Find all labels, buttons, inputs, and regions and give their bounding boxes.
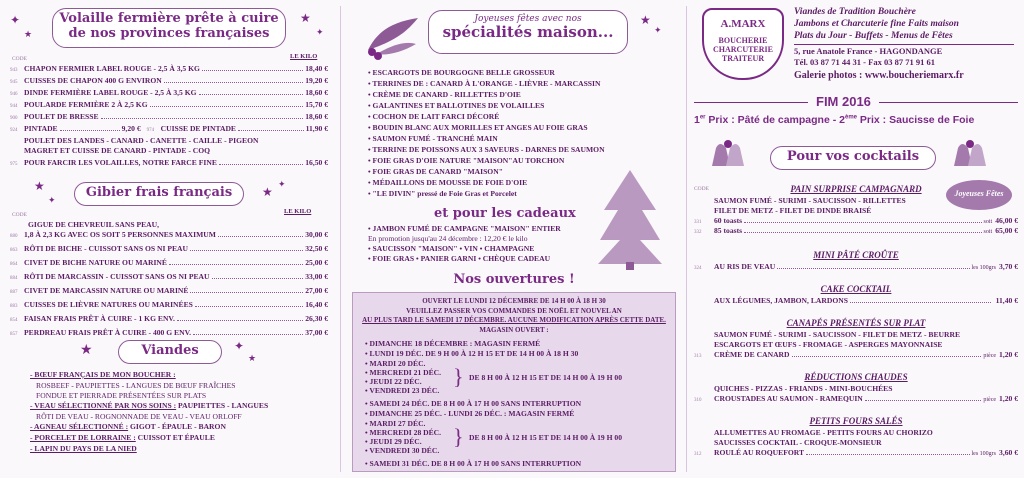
viande-category: - BŒUF FRANÇAIS DE MON BOUCHER : bbox=[30, 370, 176, 379]
item-name: AUX LÉGUMES, JAMBON, LARDONS bbox=[714, 296, 848, 305]
ouverture-intro-line: OUVERT LE LUNDI 12 DÉCEMBRE DE 14 H 00 À 18 H 30 bbox=[422, 297, 606, 305]
price-row bbox=[694, 448, 1018, 457]
item-price: 32,50 € bbox=[305, 244, 328, 253]
item-code: 944 bbox=[10, 104, 18, 109]
item-name: 60 toasts bbox=[714, 216, 743, 225]
leader-dots bbox=[169, 259, 303, 265]
poulet-landes-line2: MAGRET ET CUISSE DE CANARD - PINTADE - COQ bbox=[24, 146, 211, 155]
ouvertures-title: Nos ouvertures ! bbox=[453, 272, 575, 287]
item-code: 863 bbox=[10, 248, 18, 253]
item-name: AU RIS DE VEAU bbox=[714, 262, 776, 271]
leader-dots bbox=[865, 395, 982, 401]
price-row bbox=[694, 350, 1018, 359]
leader-dots bbox=[219, 159, 303, 165]
ouvertures-group1 bbox=[365, 359, 441, 395]
item-price: 15,70 € bbox=[305, 100, 328, 109]
list-item bbox=[10, 76, 328, 85]
specialite-item: • FOIE GRAS D'OIE NATURE "MAISON"AU TORCHON bbox=[368, 156, 565, 165]
viandes-title-text: Viandes bbox=[141, 343, 199, 358]
item-name: POUR FARCIR LES VOLAILLES, NOTRE FARCE FINE bbox=[24, 158, 217, 167]
ouverture-day: • MERCREDI 21 DÉC. bbox=[365, 368, 442, 377]
item-code: 864 bbox=[10, 262, 18, 267]
shop-logo bbox=[702, 8, 784, 80]
leader-dots bbox=[744, 227, 981, 233]
specialite-item: • BOUDIN BLANC AUX MORILLES ET ANGES AU FOIE GRAS bbox=[368, 123, 588, 132]
list-item bbox=[10, 64, 328, 73]
item-price: 65,00 € bbox=[995, 226, 1018, 235]
christmas-tree-icon bbox=[596, 166, 664, 270]
item-qty: soit bbox=[983, 219, 993, 225]
leader-dots bbox=[199, 89, 304, 95]
list-item bbox=[10, 112, 328, 121]
item-code: 884 bbox=[10, 276, 18, 281]
item-code: 332 bbox=[694, 230, 702, 235]
brace-icon: } bbox=[453, 364, 464, 389]
viande-category: - AGNEAU SÉLECTIONNÉ : bbox=[30, 422, 129, 431]
item-name: CUISSES DE CHAPON 400 G ENVIRON bbox=[24, 76, 162, 85]
section-title: MINI PÂTÉ CROÛTE bbox=[813, 250, 899, 260]
viande-sub: ROSBEEF - PAUPIETTES - LANGUES DE BŒUF FRAÎCHES bbox=[36, 381, 236, 390]
list-item bbox=[10, 244, 328, 253]
item-name-line2: 1,8 À 2,3 KG AVEC OS SOIT 5 PERSONNES MAXIMUM bbox=[24, 230, 216, 239]
viande-category: - LAPIN DU PAYS DE LA NIED bbox=[30, 444, 137, 453]
ouvertures-box bbox=[352, 292, 676, 472]
item-price: 37,00 € bbox=[305, 328, 328, 337]
item-name: POULARDE FERMIÈRE 2 À 2,5 KG bbox=[24, 100, 148, 109]
section-line: ESCARGOTS ET ŒUFS - FROMAGE - ASPERGES MAYONNAISE bbox=[714, 340, 943, 349]
item-name: FAISAN FRAIS PRÊT À CUIRE - 1 KG ENV. bbox=[24, 314, 175, 323]
specialite-item: • COCHON DE LAIT FARCI DÉCORÉ bbox=[368, 112, 500, 121]
item-price: 46,00 € bbox=[995, 216, 1018, 225]
ouverture-item: • LUNDI 19 DÉC. DE 9 H 00 À 12 H 15 ET DE 14 H 00 À 18 H 30 bbox=[365, 349, 579, 358]
item-name: POULET DE BRESSE bbox=[24, 112, 99, 121]
leader-dots bbox=[150, 101, 304, 107]
item-code: 313 bbox=[694, 354, 702, 359]
leader-dots bbox=[806, 449, 969, 455]
list-item bbox=[10, 88, 328, 97]
star-icon: ✦ bbox=[10, 13, 21, 27]
section-line: SAUMON FUMÉ - SURIMI - SAUCISSON - FILET DE METZ - BEURRE bbox=[714, 330, 961, 339]
item-code: 312 bbox=[694, 452, 702, 457]
volaille-title bbox=[52, 8, 286, 48]
viandes-title bbox=[118, 340, 222, 364]
cocktails-title-text: Pour vos cocktails bbox=[786, 149, 920, 164]
item-price: 30,00 € bbox=[305, 230, 328, 239]
leader-dots bbox=[101, 113, 304, 119]
prize2-sup: ème bbox=[844, 114, 857, 121]
leader-dots bbox=[60, 125, 120, 131]
viande-sub: FONDUE ET PIERRADE PRÉSENTÉES SUR PLATS bbox=[36, 391, 207, 400]
printer-notice bbox=[336, 250, 342, 460]
item-price: 1,20 € bbox=[999, 394, 1018, 403]
viande-category: - VEAU SÉLECTIONNÉ PAR NOS SOINS : bbox=[30, 401, 177, 410]
star-icon: ★ bbox=[34, 179, 45, 193]
item-price: 27,00 € bbox=[305, 286, 328, 295]
leader-dots bbox=[744, 217, 981, 223]
gallery-link[interactable]: Galerie photos : www.boucheriemarx.fr bbox=[794, 70, 964, 81]
section-title: PAIN SURPRISE CAMPAGNARD bbox=[790, 184, 922, 194]
logo-line4: TRAITEUR bbox=[721, 54, 765, 63]
panel-cocktails bbox=[688, 0, 1024, 478]
section-line: SAUCISSES COCKTAIL - CROQUE-MONSIEUR bbox=[714, 438, 882, 447]
prize-text1: Prix : Pâté de campagne - 2 bbox=[705, 114, 845, 126]
item-code: 324 bbox=[694, 266, 702, 271]
bells-icon bbox=[950, 138, 990, 176]
viande-detail: CUISSOT ET ÉPAULE bbox=[135, 433, 215, 442]
specialite-item: • GALANTINES ET BALLOTINES DE VOLAILLES bbox=[368, 101, 545, 110]
panel-divider bbox=[686, 6, 687, 472]
viande-sub: RÔTI DE VEAU - ROGNONNADE DE VEAU - VEAU ORLOFF bbox=[36, 412, 242, 421]
item-name: 85 toasts bbox=[714, 226, 743, 235]
cadeau-item: En promotion jusqu'au 24 décembre : 12,20 € le kilo bbox=[368, 234, 528, 243]
item-qty: soit bbox=[983, 229, 993, 235]
leader-dots bbox=[238, 125, 304, 131]
logo-line2: BOUCHERIE bbox=[718, 36, 768, 45]
item-qty: pièce bbox=[983, 397, 997, 403]
star-icon: ★ bbox=[262, 185, 273, 199]
item-code: 975 bbox=[10, 162, 18, 167]
list-item bbox=[10, 300, 328, 309]
poulet-landes-line1: POULET DES LANDES - CANARD - CANETTE - CAILLE - PIGEON bbox=[24, 136, 259, 145]
item-code: 854 bbox=[10, 318, 18, 323]
logo-line3: CHARCUTERIE bbox=[712, 45, 773, 54]
fim-title: FIM 2016 bbox=[808, 94, 879, 109]
item-name: RÔTI DE BICHE - CUISSOT SANS OS NI PEAU bbox=[24, 244, 189, 253]
section-line: ALLUMETTES AU FROMAGE - PETITS FOURS AU CHORIZO bbox=[714, 428, 933, 437]
item-code: 974 bbox=[146, 128, 155, 133]
ouverture-item: • SAMEDI 24 DÉC. DE 8 H 00 À 17 H 00 SANS INTERRUPTION bbox=[365, 399, 582, 408]
item-price: 9,20 € bbox=[121, 124, 141, 133]
item-name: CIVET DE MARCASSIN NATURE OU MARINÉ bbox=[24, 286, 189, 295]
list-item bbox=[30, 401, 268, 410]
specialites-title-line2: spécialités maison... bbox=[442, 23, 614, 42]
code-header: CODE bbox=[12, 212, 27, 218]
unit-label: LE KILO bbox=[290, 53, 318, 60]
item-code: 946 bbox=[10, 92, 18, 97]
item-price: 3,60 € bbox=[999, 448, 1018, 457]
cadeaux-title: et pour les cadeaux bbox=[434, 206, 576, 221]
shop-info bbox=[794, 6, 959, 42]
cocktails-title bbox=[770, 146, 936, 170]
fim-banner bbox=[694, 94, 1018, 110]
star-icon: ✦ bbox=[234, 339, 245, 353]
specialites-title bbox=[428, 10, 628, 54]
leader-dots bbox=[218, 231, 303, 237]
section-title: CAKE COCKTAIL bbox=[820, 284, 892, 294]
item-price: 18,40 € bbox=[305, 64, 328, 73]
ouverture-day: • VENDREDI 30 DÉC. bbox=[365, 446, 440, 455]
ouverture-day: • JEUDI 29 DÉC. bbox=[365, 437, 422, 446]
code-header: CODE bbox=[694, 186, 709, 192]
logo-name: A.MARX bbox=[720, 18, 766, 30]
item-name: GIGUE DE CHEVREUIL SANS PEAU, bbox=[28, 220, 160, 229]
list-item bbox=[10, 124, 328, 133]
ouverture-intro-line: MAGASIN OUVERT : bbox=[479, 325, 549, 334]
item-code: 331 bbox=[694, 220, 702, 225]
ouverture-item: • DIMANCHE 18 DÉCEMBRE : MAGASIN FERMÉ bbox=[365, 339, 541, 348]
panel-volaille-gibier-viandes bbox=[0, 0, 338, 478]
item-name: RÔTI DE MARCASSIN - CUISSOT SANS OS NI PEAU bbox=[24, 272, 210, 281]
leader-dots bbox=[202, 65, 303, 71]
bells-icon bbox=[708, 138, 748, 176]
ouvertures-group2 bbox=[365, 419, 441, 455]
item-name: CUISSE DE PINTADE bbox=[160, 124, 237, 133]
item-qty: les 100grs bbox=[971, 451, 997, 457]
item-code: 887 bbox=[10, 290, 18, 295]
item-price: 25,00 € bbox=[305, 258, 328, 267]
star-icon: ✦ bbox=[278, 179, 286, 189]
item-price: 11,40 € bbox=[995, 296, 1018, 305]
section-title: PETITS FOURS SALÉS bbox=[809, 416, 903, 426]
gibier-title-text: Gibier frais français bbox=[85, 185, 233, 200]
price-row bbox=[694, 296, 1018, 305]
specialite-item: • ESCARGOTS DE BOURGOGNE BELLE GROSSEUR bbox=[368, 68, 555, 77]
leader-dots bbox=[195, 301, 303, 307]
ouvertures-intro bbox=[353, 297, 675, 335]
list-item bbox=[30, 433, 215, 442]
item-price: 33,00 € bbox=[305, 272, 328, 281]
ouverture-day: • JEUDI 22 DÉC. bbox=[365, 377, 422, 386]
leader-dots bbox=[190, 245, 303, 251]
brace-icon: } bbox=[453, 424, 464, 449]
item-price: 16,50 € bbox=[305, 158, 328, 167]
info-rule bbox=[794, 44, 1014, 45]
star-icon: ✦ bbox=[48, 195, 56, 205]
specialite-item: • SAUMON FUMÉ - TRANCHÉ MAIN bbox=[368, 134, 498, 143]
specialite-item: • TERRINE DE POISSONS AUX 3 SAVEURS - DARNES DE SAUMON bbox=[368, 145, 605, 154]
item-price: 1,20 € bbox=[999, 350, 1018, 359]
list-item bbox=[30, 444, 137, 453]
section-line: FILET DE METZ - FILET DE DINDE BRAISÉ bbox=[714, 206, 872, 215]
star-icon: ✦ bbox=[654, 25, 662, 35]
price-row bbox=[694, 216, 1018, 225]
item-name: PINTADE bbox=[24, 124, 58, 133]
specialites-title-line1: Joyeuses fêtes avec nos bbox=[474, 14, 582, 24]
list-item bbox=[30, 370, 176, 379]
specialite-item: • MÉDAILLONS DE MOUSSE DE FOIE D'OIE bbox=[368, 178, 528, 187]
item-name: CRÈME DE CANARD bbox=[714, 350, 790, 359]
item-price: 16,40 € bbox=[305, 300, 328, 309]
item-name: CHAPON FERMIER LABEL ROUGE - 2,5 À 3,5 KG bbox=[24, 64, 200, 73]
item-price: 19,20 € bbox=[305, 76, 328, 85]
info-line2: Jambons et Charcuterie fine Faits maison bbox=[794, 19, 959, 29]
ouverture-item: • DIMANCHE 25 DÉC. - LUNDI 26 DÉC. : MAGASIN FERMÉ bbox=[365, 409, 575, 418]
list-item bbox=[10, 328, 328, 337]
leader-dots bbox=[164, 77, 303, 83]
ouverture-day: • VENDREDI 23 DÉC. bbox=[365, 386, 440, 395]
section-line: SAUMON FUMÉ - SURIMI - SAUCISSON - RILLETTES bbox=[714, 196, 906, 205]
item-price: 3,70 € bbox=[999, 262, 1018, 271]
section-title: RÉDUCTIONS CHAUDES bbox=[804, 372, 908, 382]
item-name: CUISSES DE LIÈVRE NATURES OU MARINÉES bbox=[24, 300, 193, 309]
item-price: 11,90 € bbox=[305, 124, 328, 133]
viande-category: - PORCELET DE LORRAINE : bbox=[30, 433, 136, 442]
phone: Tél. 03 87 71 44 31 - Fax 03 87 71 91 61 bbox=[794, 57, 935, 67]
item-code: 900 bbox=[10, 116, 18, 121]
specialite-item: • TERRINES DE : CANARD À L'ORANGE - LIÈVRE - MARCASSIN bbox=[368, 79, 601, 88]
star-icon: ★ bbox=[80, 343, 93, 358]
prize-text2: Prix : Saucisse de Foie bbox=[857, 114, 975, 126]
star-icon: ✦ bbox=[316, 27, 324, 37]
leader-dots bbox=[193, 329, 303, 335]
item-price: 26,30 € bbox=[305, 314, 328, 323]
price-row bbox=[694, 226, 1018, 235]
list-item bbox=[10, 314, 328, 323]
leader-dots bbox=[850, 297, 991, 303]
leader-dots bbox=[177, 315, 303, 321]
leader-dots bbox=[212, 273, 304, 279]
list-item bbox=[10, 272, 328, 281]
item-code: 943 bbox=[10, 68, 18, 73]
specialite-item: • CRÈME DE CANARD - RILLETTES D'OIE bbox=[368, 90, 521, 99]
info-line3: Plats du Jour - Buffets - Menus de Fêtes bbox=[794, 31, 953, 41]
item-name: ROULÉ AU ROQUEFORT bbox=[714, 448, 805, 457]
specialite-item: • "LE DIVIN" pressé de Foie Gras et Porcelet bbox=[368, 189, 517, 198]
joyeuses-fetes-badge: Joyeuses Fêtes bbox=[946, 180, 1012, 210]
leader-dots bbox=[190, 287, 303, 293]
price-row bbox=[694, 262, 1018, 271]
item-name: CROUSTADES AU SAUMON - RAMEQUIN bbox=[714, 394, 863, 403]
section-title: CANAPÉS PRÉSENTÉS SUR PLAT bbox=[786, 318, 926, 328]
item-name: DINDE FERMIÈRE LABEL ROUGE - 2,5 À 3,5 KG bbox=[24, 88, 197, 97]
item-price: 18,60 € bbox=[305, 88, 328, 97]
list-item bbox=[10, 286, 328, 295]
list-item bbox=[10, 258, 328, 267]
star-icon: ★ bbox=[24, 29, 33, 39]
list-item bbox=[10, 230, 328, 239]
item-code: 945 bbox=[10, 80, 18, 85]
ouvertures-group2-hours: DE 8 H 00 À 12 H 15 ET DE 14 H 00 À 19 H 00 bbox=[469, 433, 623, 442]
item-name: PERDREAU FRAIS PRÊT À CUIRE - 400 G ENV. bbox=[24, 328, 192, 337]
item-qty: pièce bbox=[983, 353, 997, 359]
price-row bbox=[694, 394, 1018, 403]
cadeau-item: • SAUCISSON "MAISON" • VIN • CHAMPAGNE bbox=[368, 244, 535, 253]
code-header: CODE bbox=[12, 56, 27, 62]
ouvertures-list bbox=[365, 339, 578, 359]
leader-dots bbox=[777, 263, 969, 269]
cadeau-item: • JAMBON FUMÉ DE CAMPAGNE "MAISON" ENTIER bbox=[368, 224, 561, 233]
ouvertures-last: • SAMEDI 31 DÉC. DE 8 H 00 À 17 H 00 SANS INTERRUPTION bbox=[365, 459, 582, 468]
ouverture-day: • MARDI 27 DÉC. bbox=[365, 419, 426, 428]
ouverture-day: • MARDI 20 DÉC. bbox=[365, 359, 426, 368]
cadeau-item: • FOIE GRAS • PANIER GARNI • CHÈQUE CADEAU bbox=[368, 254, 551, 263]
list-item bbox=[10, 158, 328, 167]
item-code: 880 bbox=[10, 234, 18, 239]
list-item bbox=[30, 422, 226, 431]
item-code: 924 bbox=[10, 128, 18, 133]
volaille-title-line1: Volaille fermière prête à cuire bbox=[59, 11, 279, 26]
gibier-title bbox=[74, 182, 244, 206]
panel-specialites bbox=[344, 0, 684, 478]
shop-contact bbox=[794, 46, 942, 68]
ouverture-intro-line: VEUILLEZ PASSER VOS COMMANDES DE NOËL ET NOUVEL AN bbox=[406, 306, 622, 315]
section-line: QUICHES - PIZZAS - FRIANDS - MINI-BOUCHÉES bbox=[714, 384, 893, 393]
leader-dots bbox=[792, 351, 982, 357]
item-code: 883 bbox=[10, 304, 18, 309]
item-code: 310 bbox=[694, 398, 702, 403]
prize1-rank: 1 bbox=[694, 114, 700, 126]
item-price: 18,60 € bbox=[305, 112, 328, 121]
item-code: 857 bbox=[10, 332, 18, 337]
address: 5, rue Anatole France - HAGONDANGE bbox=[794, 46, 943, 56]
ouverture-intro-line: AU PLUS TARD LE SAMEDI 17 DÉCEMBRE. AUCUNE MODIFICATION APRÈS CETTE DATE. bbox=[362, 316, 666, 324]
info-line1: Viandes de Tradition Bouchère bbox=[794, 7, 916, 17]
ouvertures-group1-hours: DE 8 H 00 À 12 H 15 ET DE 14 H 00 À 19 H 00 bbox=[469, 373, 623, 382]
item-name: CIVET DE BICHE NATURE OU MARINÉ bbox=[24, 258, 167, 267]
holly-icon bbox=[358, 10, 428, 62]
prize1-sup: er bbox=[699, 114, 706, 121]
star-icon: ★ bbox=[248, 353, 257, 363]
list-item bbox=[10, 100, 328, 109]
star-icon: ★ bbox=[640, 13, 651, 27]
specialite-item: • FOIE GRAS DE CANARD "MAISON" bbox=[368, 167, 503, 176]
viande-detail: GIGOT - ÉPAULE - BARON bbox=[128, 422, 226, 431]
fim-prizes bbox=[694, 114, 974, 126]
ouvertures-mid bbox=[365, 399, 581, 419]
star-icon: ★ bbox=[300, 11, 311, 25]
ouverture-day: • MERCREDI 28 DÉC. bbox=[365, 428, 442, 437]
unit-label: LE KILO bbox=[284, 208, 312, 215]
volaille-title-line2: de nos provinces françaises bbox=[68, 25, 270, 41]
viande-detail: PAUPIETTES - LANGUES bbox=[176, 401, 269, 410]
item-qty: les 100grs bbox=[971, 265, 997, 271]
